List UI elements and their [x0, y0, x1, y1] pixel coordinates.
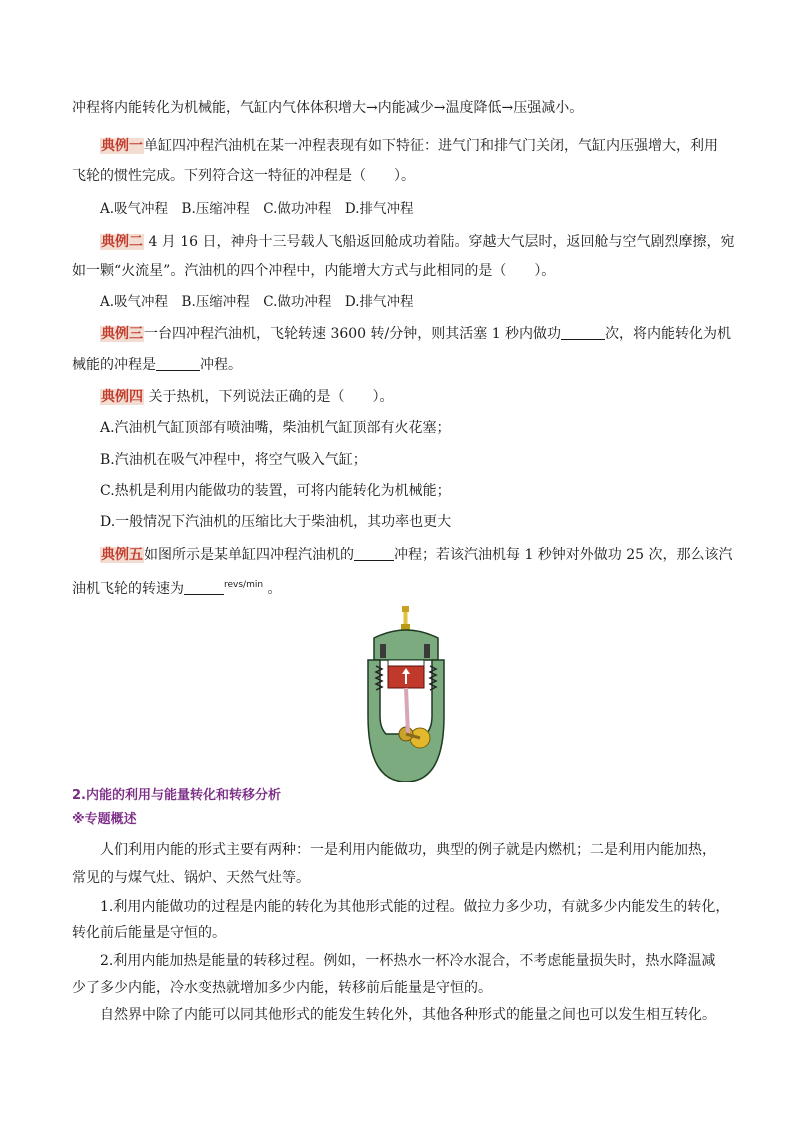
paragraph-4: 自然界中除了内能可以同其他形式的能发生转化外，其他各种形式的能量之间也可以发生相互转化。 [100, 1007, 716, 1023]
option-d: D.一般情况下汽油机的压缩比大于柴油机，其功率也更大 [100, 514, 452, 530]
text-line: 飞轮的惯性完成。下列符合这一特征的冲程是（ ）。 [72, 168, 415, 184]
options-line: A.吸气冲程 B.压缩冲程 C.做功冲程 D.排气冲程 [100, 201, 414, 217]
option-c: C.热机是利用内能做功的装置，可将内能转化为机械能； [100, 483, 451, 499]
section-heading: 2.内能的利用与能量转化和转移分析 [72, 788, 281, 803]
paragraph-2-cont: 转化前后能量是守恒的。 [72, 925, 226, 941]
overview-heading: ※专题概述 [72, 812, 137, 827]
answer-blank [561, 325, 605, 340]
paragraph-3-cont: 少了多少内能，冷水变热就增加多少内能，转移前后能量是守恒的。 [72, 980, 492, 996]
connecting-rod [406, 688, 408, 734]
paragraph-1: 人们利用内能的形式主要有两种：一是利用内能做功，典型的例子就是内燃机；二是利用内能加热， [100, 842, 716, 858]
option-b: B.汽油机在吸气冲程中，将空气吸入气缸； [100, 452, 367, 468]
text-line: 冲程将内能转化为机械能，气缸内气体体积增大→内能减少→温度降低→压强减小。 [72, 100, 584, 116]
example-1-line: 典例一单缸四冲程汽油机在某一冲程表现有如下特征：进气门和排气门关闭，气缸内压强增大，利用 [101, 138, 718, 154]
engine-cylinder-diagram [366, 606, 446, 782]
text-line: 油机飞轮的转速为 $^{revs/min}$ 。 [72, 580, 282, 597]
spark-plug-icon [402, 606, 409, 612]
example-2-line: 典例二 4 月 16 日，神舟十三号载人飞船返回舱成功着陆。穿越大气层时，返回舱与空气剧烈摩擦，宛 [101, 234, 735, 250]
answer-blank [184, 580, 224, 595]
example-4-line: 典例四 关于热机，下列说法正确的是（ ）。 [101, 389, 394, 405]
paragraph-3: 2.利用内能加热是能量的转移过程。例如，一杯热水一杯冷水混合，不考虑能量损失时，热水降温减 [100, 953, 716, 969]
example-5-line: 典例五如图所示是某单缸四冲程汽油机的 冲程；若该汽油机每 1 秒钟对外做功 25 次，那么该汽 [101, 547, 733, 563]
example-tag: 典例二 [101, 234, 143, 250]
example-tag: 典例一 [101, 138, 143, 154]
intake-valve [380, 644, 386, 658]
text-line: 械能的冲程是 冲程。 [72, 357, 242, 373]
answer-blank [156, 356, 200, 371]
option-a: A.汽油机气缸顶部有喷油嘴，柴油机气缸顶部有火花塞； [100, 420, 451, 436]
text-line: 如一颗“火流星”。汽油机的四个冲程中，内能增大方式与此相同的是（ ）。 [72, 263, 556, 279]
paragraph-2: 1.利用内能做功的过程是内能的转化为其他形式能的过程。做拉力多少功，有就多少内能发生的转化， [100, 899, 730, 915]
example-tag: 典例五 [101, 547, 143, 563]
example-3-line: 典例三一台四冲程汽油机，飞轮转速 3600 转/分钟，则其活塞 1 秒内做功 次，将内能转化为机 [101, 326, 732, 342]
options-line: A.吸气冲程 B.压缩冲程 C.做功冲程 D.排气冲程 [100, 294, 414, 310]
example-tag: 典例三 [101, 326, 143, 342]
paragraph-1-cont: 常见的与煤气灶、锅炉、天然气灶等。 [72, 870, 310, 886]
example-tag: 典例四 [101, 389, 143, 405]
exhaust-valve [424, 644, 430, 658]
answer-blank [354, 546, 394, 561]
